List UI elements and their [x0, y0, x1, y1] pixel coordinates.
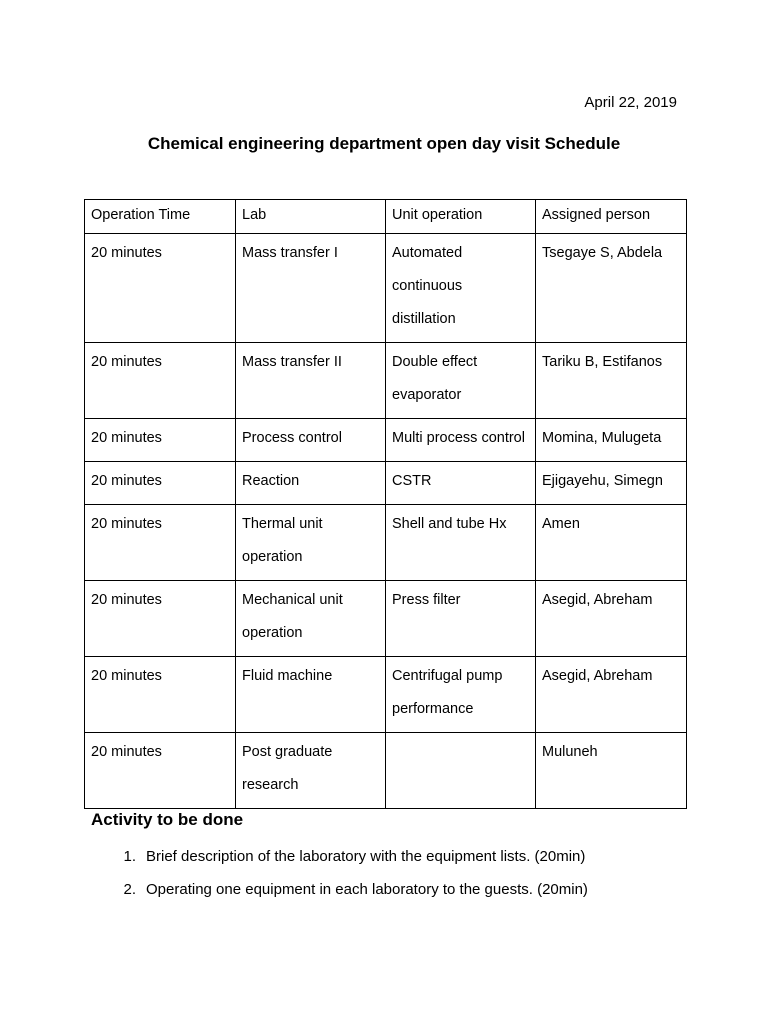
cell-lab: Mechanical unit operation: [236, 581, 386, 657]
list-item-text: Operating one equipment in each laboratory to the guests. (20min): [146, 881, 588, 898]
cell-lab: Fluid machine: [236, 657, 386, 733]
table-row: [85, 581, 687, 657]
table-row: [85, 419, 687, 462]
cell-operation-time: 20 minutes: [85, 505, 236, 581]
cell-operation-time: 20 minutes: [85, 733, 236, 809]
table-row: [85, 733, 687, 809]
table-row: [85, 657, 687, 733]
cell-lab: Post graduate research: [236, 733, 386, 809]
cell-assigned-person: Asegid, Abreham: [536, 581, 687, 657]
cell-lab: Mass transfer II: [236, 343, 386, 419]
table-row: [85, 505, 687, 581]
cell-operation-time: 20 minutes: [85, 343, 236, 419]
cell-lab: Process control: [236, 419, 386, 462]
header-unit-operation: Unit operation: [386, 200, 536, 234]
document-title: Chemical engineering department open day visit Schedule: [147, 134, 621, 153]
cell-operation-time: 20 minutes: [85, 462, 236, 505]
list-item: [91, 881, 588, 914]
list-item-number: 1.: [123, 848, 136, 865]
document-date: April 22, 2019: [584, 94, 677, 111]
cell-unit-operation: CSTR: [386, 462, 536, 505]
table-row: [85, 462, 687, 505]
cell-assigned-person: Muluneh: [536, 733, 687, 809]
header-assigned-person: Assigned person: [536, 200, 687, 234]
list-item-text: Brief description of the laboratory with the equipment lists. (20min): [146, 848, 586, 865]
activity-list: [91, 848, 588, 914]
cell-unit-operation: Double effect evaporator: [386, 343, 536, 419]
cell-lab: Thermal unit operation: [236, 505, 386, 581]
cell-unit-operation: Automated continuous distillation: [386, 234, 536, 343]
cell-lab: Reaction: [236, 462, 386, 505]
cell-assigned-person: Momina, Mulugeta: [536, 419, 687, 462]
schedule-table: [84, 199, 687, 809]
cell-unit-operation: Multi process control: [386, 419, 536, 462]
cell-operation-time: 20 minutes: [85, 657, 236, 733]
cell-assigned-person: Tsegaye S, Abdela: [536, 234, 687, 343]
cell-operation-time: 20 minutes: [85, 234, 236, 343]
cell-unit-operation: Centrifugal pump performance: [386, 657, 536, 733]
activity-heading: Activity to be done: [91, 810, 244, 829]
cell-assigned-person: Tariku B, Estifanos: [536, 343, 687, 419]
cell-assigned-person: Amen: [536, 505, 687, 581]
table-row: [85, 343, 687, 419]
cell-unit-operation: Shell and tube Hx: [386, 505, 536, 581]
table-row: [85, 234, 687, 343]
cell-assigned-person: Asegid, Abreham: [536, 657, 687, 733]
cell-unit-operation: [386, 733, 536, 809]
cell-operation-time: 20 minutes: [85, 419, 236, 462]
header-lab: Lab: [236, 200, 386, 234]
cell-operation-time: 20 minutes: [85, 581, 236, 657]
cell-assigned-person: Ejigayehu, Simegn: [536, 462, 687, 505]
table-header-row: [85, 200, 687, 234]
cell-unit-operation: Press filter: [386, 581, 536, 657]
header-operation-time: Operation Time: [85, 200, 236, 234]
cell-lab: Mass transfer I: [236, 234, 386, 343]
list-item-number: 2.: [123, 881, 136, 898]
list-item: [91, 848, 588, 881]
